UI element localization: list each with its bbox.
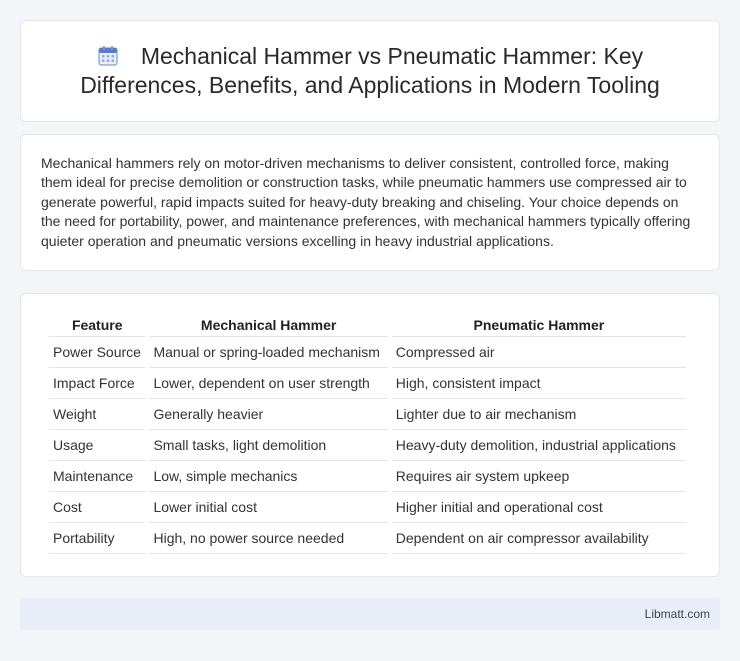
table-cell: Heavy-duty demolition, industrial applications (392, 430, 686, 461)
table-cell: Requires air system upkeep (392, 461, 686, 492)
footer-brand: Libmatt.com (644, 607, 710, 621)
calendar-icon (97, 45, 119, 67)
page-title-text: Mechanical Hammer vs Pneumatic Hammer: Key Differences, Benefits, and Applications in Modern Tooling (80, 43, 660, 98)
table-row (49, 368, 686, 399)
comparison-table-card (20, 293, 720, 577)
table-cell: Higher initial and operational cost (392, 492, 686, 523)
table-cell: Power Source (49, 337, 145, 368)
table-cell: Lighter due to air mechanism (392, 399, 686, 430)
table-row (49, 523, 686, 554)
column-header-mechanical: Mechanical Hammer (149, 314, 387, 337)
footer (20, 598, 720, 630)
summary-card (20, 134, 720, 271)
table-cell: Lower, dependent on user strength (149, 368, 387, 399)
table-header-row (49, 314, 686, 337)
table-cell: Portability (49, 523, 145, 554)
table-row (49, 461, 686, 492)
comparison-table (45, 314, 690, 554)
page-title (51, 42, 689, 100)
table-row (49, 337, 686, 368)
table-cell: Compressed air (392, 337, 686, 368)
table-cell: Manual or spring-loaded mechanism (149, 337, 387, 368)
table-cell: Generally heavier (149, 399, 387, 430)
table-cell: High, no power source needed (149, 523, 387, 554)
table-row (49, 399, 686, 430)
table-cell: Dependent on air compressor availability (392, 523, 686, 554)
column-header-pneumatic: Pneumatic Hammer (392, 314, 686, 337)
table-cell: High, consistent impact (392, 368, 686, 399)
title-card (20, 20, 720, 122)
table-cell: Low, simple mechanics (149, 461, 387, 492)
table-cell: Maintenance (49, 461, 145, 492)
table-cell: Cost (49, 492, 145, 523)
summary-text: Mechanical hammers rely on motor-driven mechanisms to deliver consistent, controlled force, making them ideal for precise demolition or construction tasks, while pneumatic hammers use compressed air to generate powerful, rapid impacts suited for heavy-duty breaking and chiseling. Your choice depends on the need for portability, power, and maintenance preferences, with mechanical hammers typically offering quieter operation and pneumatic versions excelling in heavy industrial applications. (41, 155, 691, 249)
table-cell: Impact Force (49, 368, 145, 399)
table-cell: Small tasks, light demolition (149, 430, 387, 461)
table-row (49, 492, 686, 523)
column-header-feature: Feature (49, 314, 145, 337)
table-cell: Weight (49, 399, 145, 430)
table-cell: Lower initial cost (149, 492, 387, 523)
table-cell: Usage (49, 430, 145, 461)
table-row (49, 430, 686, 461)
